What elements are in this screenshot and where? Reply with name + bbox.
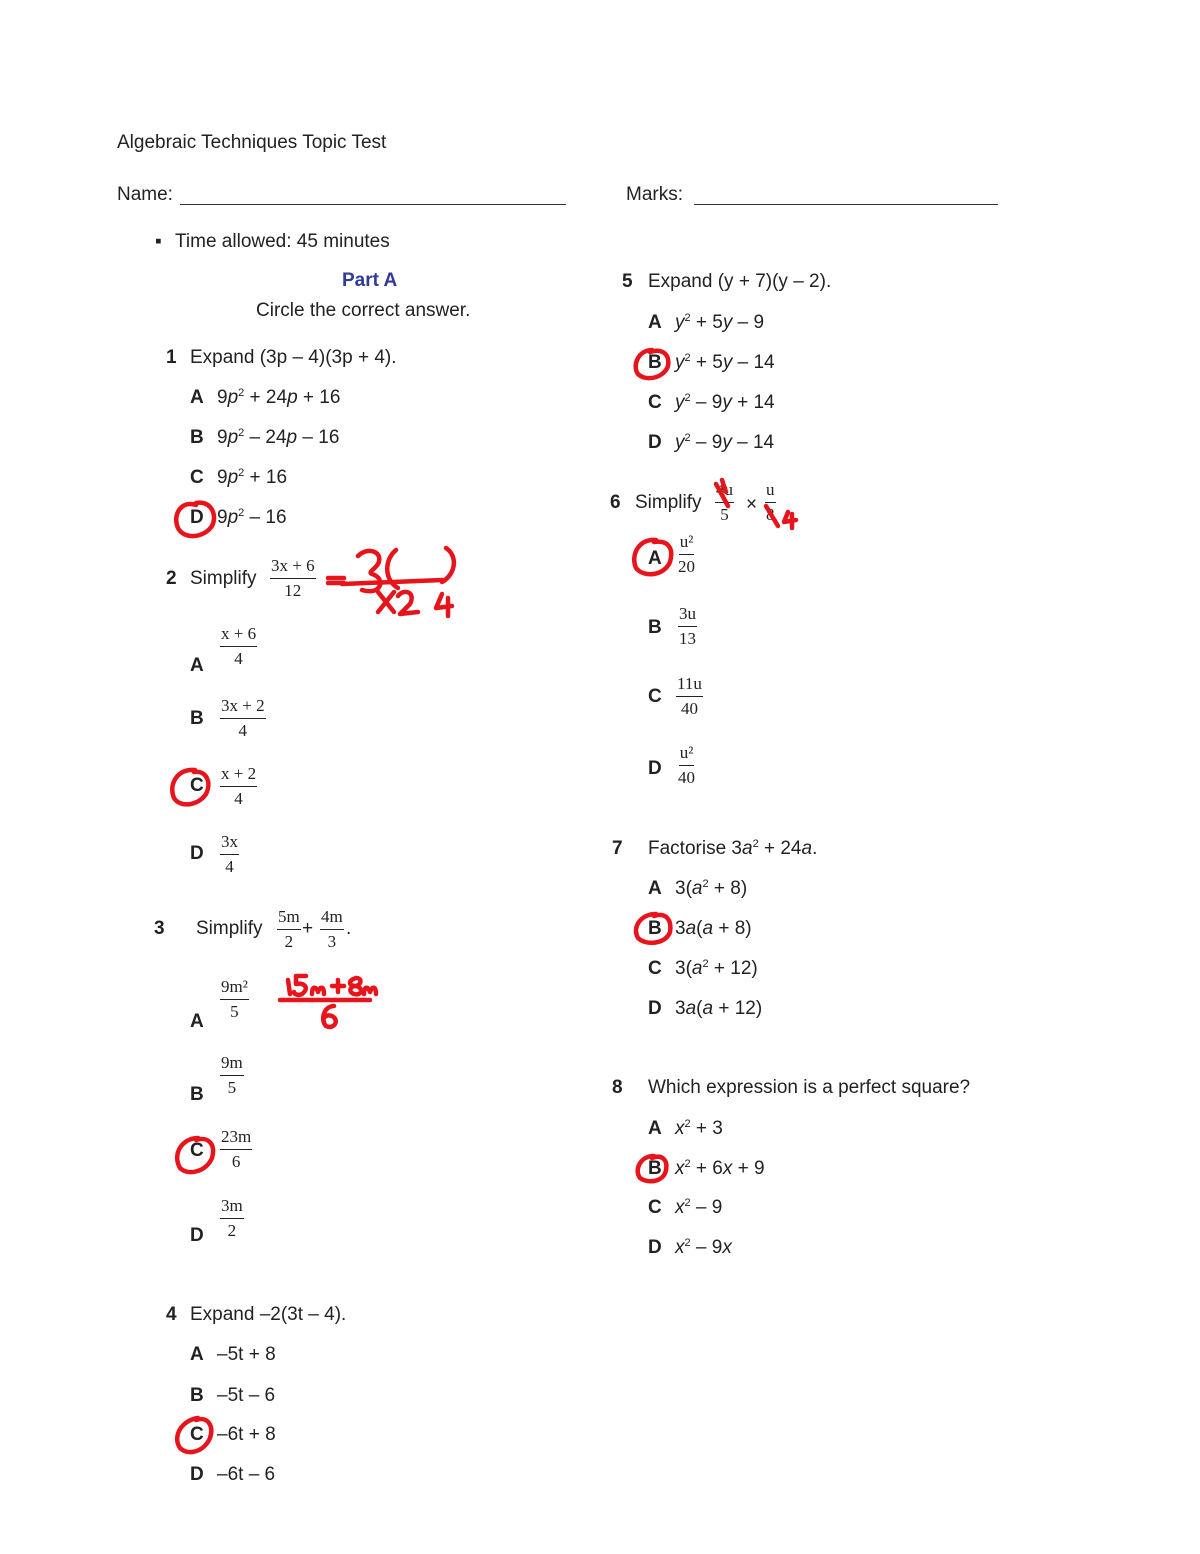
q2-option-c-letter[interactable]: C: [190, 775, 204, 796]
q4-option-d-letter[interactable]: D: [190, 1464, 204, 1485]
q8-option-a[interactable]: $x^2 + 3$: [675, 1118, 723, 1139]
q4-option-c-letter[interactable]: C: [190, 1424, 204, 1445]
q8-option-d-letter[interactable]: D: [648, 1237, 662, 1258]
q2-option-b[interactable]: $\frac{3x + 2}{4}$: [221, 696, 265, 740]
q5-option-c-letter[interactable]: C: [648, 392, 662, 413]
q7-option-a-letter[interactable]: A: [648, 878, 662, 899]
q6-option-a-letter[interactable]: A: [648, 548, 662, 569]
q5-option-c[interactable]: $y^2 - 9y + 14$: [675, 392, 775, 413]
q6-option-c[interactable]: $\frac{11u}{40}$: [677, 674, 702, 718]
q1-option-d-letter[interactable]: D: [190, 507, 204, 528]
q3-option-a[interactable]: $\frac{\text{9m²}}{5}$: [221, 977, 248, 1021]
q6-option-c-letter[interactable]: C: [648, 686, 662, 707]
q2-number: 2: [166, 568, 177, 589]
q6-option-d[interactable]: $\frac{\text{u²}}{40}$: [678, 743, 695, 787]
q3-text: Simplify: [196, 918, 263, 939]
q5-option-d-letter[interactable]: D: [648, 432, 662, 453]
q5-option-a-letter[interactable]: A: [648, 312, 662, 333]
q4-number: 4: [166, 1304, 177, 1325]
q3-prompt-fraction-a: $\frac{5m}{2}$: [278, 907, 300, 951]
q2-option-d[interactable]: $\frac{3x}{4}$: [221, 832, 238, 876]
q7-number: 7: [612, 838, 623, 859]
q6-option-d-letter[interactable]: D: [648, 758, 662, 779]
q2-text: Simplify: [190, 568, 257, 589]
time-allowed: ▪ Time allowed: 45 minutes: [155, 231, 390, 252]
q7-text: Factorise $3a^2 + 24a$.: [648, 838, 818, 859]
q8-option-b[interactable]: $x^2 + 6x + 9$: [675, 1158, 765, 1179]
q2-option-d-letter[interactable]: D: [190, 843, 204, 864]
q5-text: Expand (y + 7)(y – 2).: [648, 271, 832, 292]
q2-option-b-letter[interactable]: B: [190, 708, 204, 729]
q8-text: Which expression is a perfect square?: [648, 1077, 971, 1098]
q7-option-b-letter[interactable]: B: [648, 918, 662, 939]
q4-option-d[interactable]: –6t – 6: [217, 1464, 276, 1485]
q8-option-a-letter[interactable]: A: [648, 1118, 662, 1139]
q3-plus: +: [302, 918, 314, 939]
q3-option-c-letter[interactable]: C: [190, 1140, 204, 1161]
q1-option-a[interactable]: $9p^2 + 24p + 16$: [217, 387, 341, 408]
q4-option-c[interactable]: –6t + 8: [217, 1424, 276, 1445]
q5-option-a[interactable]: $y^2 + 5y - 9$: [675, 312, 765, 333]
q6-text: Simplify: [635, 492, 702, 513]
q3-working-ink: [280, 976, 376, 1027]
q2-option-a-letter[interactable]: A: [190, 655, 204, 676]
q8-option-d[interactable]: $x^2 - 9x$: [675, 1237, 732, 1258]
q1-option-b-letter[interactable]: B: [190, 427, 204, 448]
q3-option-d[interactable]: $\frac{3m}{2}$: [221, 1196, 243, 1240]
marks-label: Marks:: [626, 184, 683, 205]
q4-option-a[interactable]: –5t + 8: [217, 1344, 276, 1365]
q6-option-b-letter[interactable]: B: [648, 617, 662, 638]
q3-option-c[interactable]: $\frac{23m}{6}$: [221, 1127, 252, 1171]
q1-number: 1: [166, 347, 177, 368]
q1-text: Expand (3p – 4)(3p + 4).: [190, 347, 397, 368]
q8-option-b-letter[interactable]: B: [648, 1158, 662, 1179]
q6-option-a[interactable]: $\frac{\text{u²}}{20}$: [678, 532, 695, 576]
q4-option-a-letter[interactable]: A: [190, 1344, 204, 1365]
q1-option-a-letter[interactable]: A: [190, 387, 204, 408]
q5-option-b[interactable]: $y^2 + 5y - 14$: [675, 352, 775, 373]
q5-option-b-letter[interactable]: B: [648, 352, 662, 373]
q4-option-b-letter[interactable]: B: [190, 1385, 204, 1406]
q7-option-d-letter[interactable]: D: [648, 998, 662, 1019]
q1-option-c[interactable]: $9p^2 + 16$: [217, 467, 288, 488]
q7-option-a[interactable]: $3(a^2 + 8)$: [675, 878, 748, 899]
q4-text: Expand –2(3t – 4).: [190, 1304, 347, 1325]
q8-number: 8: [612, 1077, 623, 1098]
q7-option-c[interactable]: $3(a^2 + 12)$: [675, 958, 758, 979]
q2-prompt-fraction: $\frac{3x + 6}{12}$: [271, 556, 315, 600]
q2-option-c[interactable]: $\frac{x + 2}{4}$: [221, 764, 257, 808]
name-line[interactable]: [180, 204, 566, 205]
q6-option-b[interactable]: $\frac{3u}{13}$: [679, 604, 696, 648]
q1-option-b[interactable]: $9p^2 - 24p - 16$: [217, 427, 340, 448]
q7-option-c-letter[interactable]: C: [648, 958, 662, 979]
q3-period: .: [346, 918, 352, 939]
name-label: Name:: [117, 184, 173, 205]
q2-working-ink: [328, 548, 454, 616]
q6-number: 6: [610, 492, 621, 513]
q1-option-c-letter[interactable]: C: [190, 467, 204, 488]
q3-option-a-letter[interactable]: A: [190, 1011, 204, 1032]
q1-option-d[interactable]: $9p^2 - 16$: [217, 507, 287, 528]
q8-option-c[interactable]: $x^2 - 9$: [675, 1197, 723, 1218]
q6-prompt-fraction-b: $\frac{u}{8}$: [766, 480, 775, 524]
q6-times: ×: [746, 494, 758, 515]
part-title: Part A: [342, 270, 398, 291]
q5-option-d[interactable]: $y^2 - 9y - 14$: [675, 432, 775, 453]
part-instruction: Circle the correct answer.: [256, 300, 471, 321]
q4-option-b[interactable]: –5t – 6: [217, 1385, 276, 1406]
q7-option-b[interactable]: 3a(a + 8): [675, 918, 752, 939]
q3-number: 3: [154, 918, 165, 939]
q3-option-d-letter[interactable]: D: [190, 1225, 204, 1246]
q2-option-a[interactable]: $\frac{x + 6}{4}$: [221, 624, 257, 668]
q3-option-b[interactable]: $\frac{9m}{5}$: [221, 1053, 243, 1097]
page-title: Algebraic Techniques Topic Test: [117, 132, 387, 153]
marks-line[interactable]: [694, 204, 998, 205]
q8-option-c-letter[interactable]: C: [648, 1197, 662, 1218]
q3-prompt-fraction-b: $\frac{4m}{3}$: [321, 907, 343, 951]
q5-number: 5: [622, 271, 633, 292]
q7-option-d[interactable]: 3a(a + 12): [675, 998, 763, 1019]
q6-prompt-fraction-a: $\frac{4u}{5}$: [716, 480, 733, 524]
q3-option-b-letter[interactable]: B: [190, 1084, 204, 1105]
